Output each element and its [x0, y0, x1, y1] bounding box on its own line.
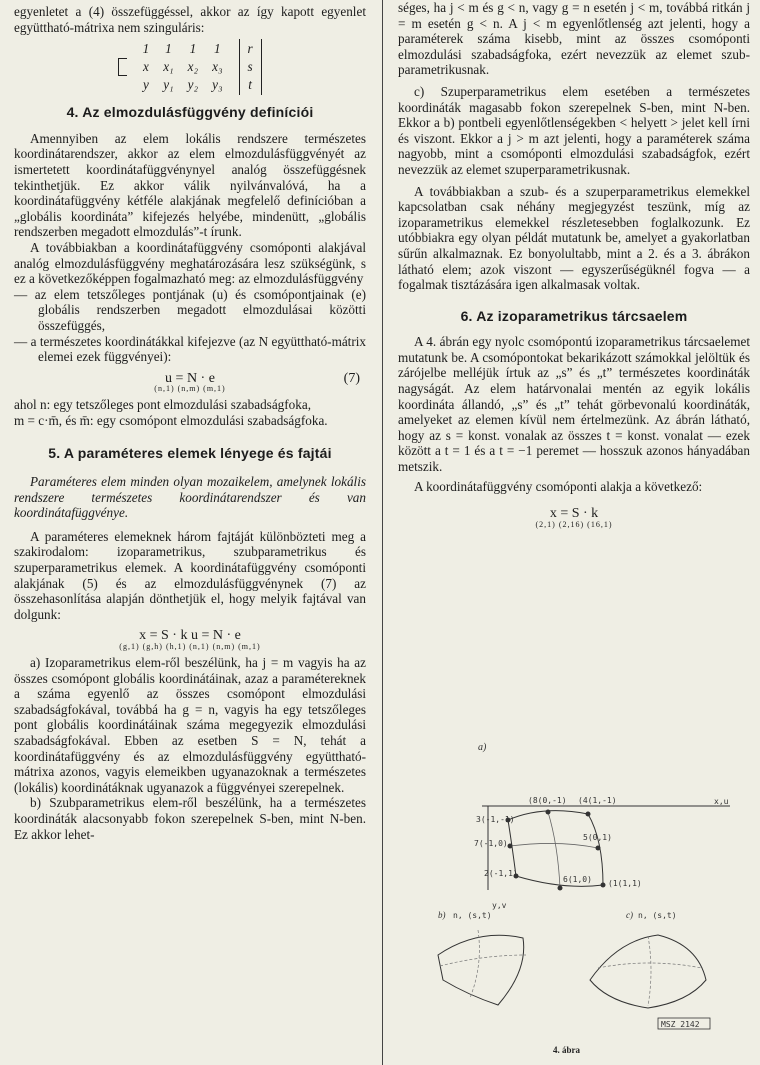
- matrix-cell: 1: [214, 41, 221, 57]
- equation-number: (7): [343, 370, 360, 386]
- paragraph: A továbbiakban a koordinátafüggvény csomóponti alakjával analóg elmozdulásfüggvény meghatározására lesz szükségünk, s ez a következőképpen fogalmazható meg: az elmozdulásfüggvény: [14, 239, 366, 287]
- matrix-cell: x₁: [163, 59, 174, 75]
- paragraph: A paraméteres elemeknek három fajtáját különbözteti meg a szakirodalom: izoparametrikus, szubparametrikus és szuperparametrikus elemek. A koordinátafüggvény csomóponti alakjának (5) és az elmozdulásfüggvénynek (7) az összehasonlítása alapján dönthetjük el, hogy melyik fajtával van dolgunk:: [14, 528, 366, 622]
- column-divider: [382, 0, 383, 1065]
- node-label: (8(0,-1): [528, 796, 567, 805]
- left-column: [14, 0, 366, 842]
- matrix-cell: 1: [189, 41, 197, 57]
- matrix-cell: y₃: [212, 77, 223, 93]
- paragraph: Amennyiben az elem lokális rendszere természetes koordinátarendszer, akkor az elem elmozdulásfüggvényét az ismertetett koordinátafüggvénynyel analóg összefüggésnek tekinthetjük. Ez akkor válik nyilvánvalóvá, ha a koordinátafüggvény kétféle alakjának megfelelő definícióban a „globális koordináta” kifejezés helyébe, mindenütt, „globális rendszerben megadott elmozdulás”-t írunk.: [14, 130, 366, 240]
- equation-subscripts: (2,1) (2,16) (16,1): [535, 519, 613, 529]
- matrix-cell: x₂: [187, 59, 199, 75]
- matrix-cell: r: [247, 41, 253, 57]
- paragraph-b-continued: séges, ha j < m és g < n, vagy g = n esetén j < m, továbbá ritkán j = m esetén g < n. A j < m egyenlőtlenség azt jelenti, hogy a paraméterek száma kisebb, mint az összes csomóponti elmozdulási szabadságfoka, ezért nevezzük az elemet szub-parametrikusnak.: [398, 0, 750, 78]
- panel-b-caption: n, (s,t): [453, 911, 492, 920]
- matrix-cell: x: [142, 59, 149, 75]
- axis-label: y,v: [492, 901, 507, 910]
- node-label: 5(0,1): [583, 833, 612, 842]
- matrix-cell: y₁: [163, 77, 174, 93]
- matrix-cell: t: [248, 77, 252, 93]
- panel-b-grid: [470, 930, 479, 998]
- axis-label: x,u: [714, 797, 729, 806]
- equation-text: u = N · e: [165, 370, 215, 386]
- definition: ahol n: egy tetszőleges pont elmozdulási szabadságfoka,: [14, 397, 311, 413]
- list-item: — a természetes koordinátákkal kifejezve (az N együttható-mátrix elemei ezek függvényei):: [14, 333, 366, 365]
- paragraph-c: c) Szuperparametrikus elem esetében a természetes koordináták magasabb fokon szerepelnek S-ben, mint N-ben. Ekkor a b) pontbeli egyenlőtlenségekben < helyett > jelet kell írni és viszont. Ekkor a j > m azt jelenti, hogy a paraméterek száma nagyobb, mint a csomóponti elmozdulási szabadságfok, ezért nevezzük az elemet szuperparametrikusnak.: [398, 83, 750, 177]
- panel-b-grid: [440, 955, 526, 966]
- node-label: 3(-1,-1): [476, 815, 515, 824]
- intro-paragraph: egyenletet a (4) összefüggéssel, akkor az így kapott egyenlet együttható-mátrixa nem szinguláris:: [14, 4, 366, 35]
- figure-caption: 4. ábra: [553, 1045, 580, 1055]
- matrix-cell: x₃: [212, 59, 223, 75]
- node-label: (4(1,-1): [578, 796, 617, 805]
- matrix-cell: s: [247, 59, 253, 75]
- panel-b-label: b): [438, 910, 446, 920]
- list-item: — az elem tetszőleges pontjának (u) és csomópontjainak (e) globális rendszerben megadott elmozdulásai közötti összefüggés,: [14, 286, 366, 333]
- equation-subscripts: (g,1) (g,h) (h,1) (n,1) (n,m) (m,1): [119, 642, 261, 651]
- paragraph: A koordinátafüggvény csomóponti alakja a következő:: [414, 478, 703, 494]
- equation-subscripts: (n,1) (n,m) (m,1): [154, 384, 226, 394]
- equation-xsk: [398, 506, 750, 529]
- definition-italic: Paraméteres elem minden olyan mozaikelem, amelynek lokális rendszere természetes koordinátarendszer és van koordinátafüggvénye.: [14, 474, 366, 521]
- coefficient-matrix-equation: [14, 39, 366, 95]
- equation-pair: [14, 628, 366, 651]
- panel-c-grid: [598, 963, 702, 968]
- matrix-cell: 1: [165, 41, 172, 57]
- paragraph: A továbbiakban a szub- és a szuperparametrikus elemekkel kapcsolatban csak néhány megjegyzést teszünk, míg az izoparametrikus elemekkel részletesebben foglalkozunk. Ez utóbbiakra egy olyan példát mutatunk be, amelyet a gyakorlatban sűrűn alkalmaznak. Ez bonyolultabb, mint a 2. és a 3. ábrákon látható elem; azok viszont — egyszerűségüknél fogva — a fogalmak tisztázására igen alkalmasak voltak.: [398, 183, 750, 293]
- panel-c-caption: n, (s,t): [638, 911, 677, 920]
- equation-text: x = S · k: [549, 506, 599, 522]
- figure-4: [398, 740, 750, 1060]
- section-heading-5: 5. A paraméteres elemek lényege és fajtái: [48, 445, 332, 462]
- right-column: [398, 0, 750, 541]
- definition: m = c·m̄, és m̄: egy csomópont elmozdulási szabadságfoka.: [14, 412, 328, 428]
- paragraph: A 4. ábrán egy nyolc csomópontú izoparametrikus tárcsaelemet mutatunk be. A csomópontokat bekarikázott számokkal jelöltük és zárójelbe melléjük írtuk az „s” és „t” természetes koordináták nagyságát. Az elem határvonalai mentén az egyik lokális koordináta állandó, „s” és „t” tehát görbevonalú koordináták, amelyeket az elemen kívül nem értelmezünk. Az ábrán látható, hogy az s = konst. vonalak az összes t = konst. vonalat — ezek között a t = 1 és a t = −1 peremet — hosszuk azonos hányadában metszik.: [398, 334, 750, 475]
- matrix-cell: 1: [142, 41, 150, 57]
- paragraph-b: b) Szubparametrikus elem-ről beszélünk, ha a természetes koordináták alacsonyabb fokon szerepelnek S-ben, mint N-ben. Ez akkor lehet-: [14, 795, 366, 842]
- panel-b-outline: [438, 935, 524, 1005]
- panel-c-label: c): [626, 910, 633, 920]
- mid-line: [548, 812, 560, 888]
- matrix-cell: y₂: [187, 77, 199, 93]
- paragraph-a: a) Izoparametrikus elem-ről beszélünk, ha j = m vagyis ha az összes csomópont globális koordinátáinak, azaz a paramétereknek a száma egyenlő az összes csomópont elmozdulási szabadságfokával, továbbá ha g = n, vagyis ha egy tetszőleges pont globális koordinátáinak száma megegyezik elmozdulási szabadságfokával. Ebben az esetben S = N, tehát a koordinátafüggvény és az elmozdulásfüggvény együttható-mátrixa azonos, vagyis elemeikben ugyanazoknak a természetes (lokális) koordinátáknak ugyanazok a függvényei szerepelnek.: [14, 655, 366, 795]
- section-heading-4: 4. Az elmozdulásfüggvény definíciói: [66, 104, 314, 121]
- matrix-a: [135, 39, 231, 95]
- mid-line: [510, 843, 598, 848]
- section-heading-6: 6. Az izoparametrikus tárcsaelem: [460, 307, 688, 324]
- panel-c-outline: [590, 935, 706, 1008]
- matrix-cell: y: [142, 77, 149, 93]
- panel-a-label: a): [478, 742, 487, 753]
- matrix-b: [239, 39, 262, 95]
- figure-4-drawing: [398, 740, 750, 1060]
- node-label: 6(1,0): [563, 875, 592, 884]
- figure-code: MSZ 2142: [661, 1020, 700, 1029]
- node-label: (1(1,1): [608, 879, 642, 888]
- node-label: 7(-1,0): [474, 839, 508, 848]
- panel-c-grid: [648, 936, 651, 1006]
- equation-text: x = S · k u = N · e: [139, 628, 241, 644]
- node-label: 2(-1,1): [484, 869, 518, 878]
- equation-7: [14, 371, 366, 394]
